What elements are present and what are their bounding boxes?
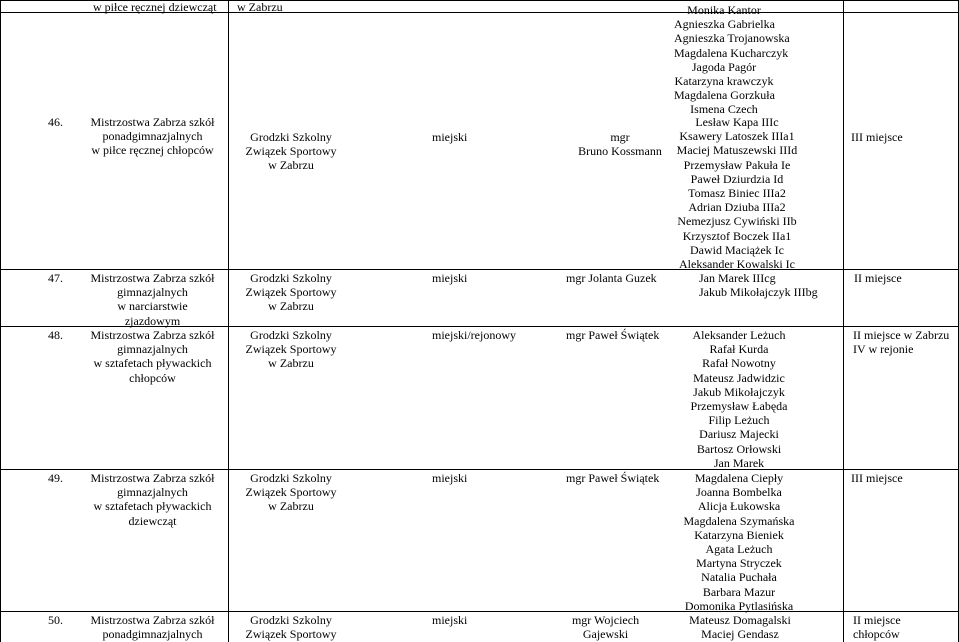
athlete-name: Mateusz Jadwidzic: [693, 370, 785, 385]
athlete-name: Maciej Gendasz: [701, 627, 779, 642]
athlete-name: Rafał Nowotny: [702, 356, 776, 371]
event-name: [80, 471, 225, 528]
result-line: II miejsce: [854, 271, 902, 285]
event-line: Mistrzostwa Zabrza szkół: [90, 613, 215, 627]
athlete-name: Przemysław Pakuła Ie: [683, 157, 791, 172]
athlete-name: Filip Leżuch: [708, 413, 770, 428]
athlete-name: Jan Marek: [713, 455, 765, 470]
coach: [566, 471, 659, 485]
organizer-line: w Zabrzu: [268, 499, 314, 514]
athlete-name: Jakub Mikołajczyk: [693, 384, 785, 399]
organizer: [231, 130, 351, 173]
athlete-name: Katarzyna krawczyk: [674, 74, 774, 89]
level: miejski: [432, 130, 468, 144]
organizer-line: Związek Sportowy: [245, 627, 337, 642]
organizer: [231, 271, 351, 314]
coach: [560, 130, 680, 158]
row-divider: [0, 611, 959, 612]
event-line: zjazdowym: [124, 313, 181, 328]
athlete-name: Joanna Bombelka: [696, 485, 782, 500]
row-number: 50.: [48, 613, 63, 627]
athlete-list: [672, 115, 802, 271]
event-line: chłopców: [129, 370, 176, 385]
level: miejski: [432, 613, 468, 627]
athlete-name: Katarzyna Bieniek: [694, 527, 784, 542]
level: miejski: [432, 271, 468, 285]
athlete-name: Przemysław Łabęda: [690, 399, 788, 414]
coach-line: Gajewski: [582, 627, 629, 642]
coach-line: mgr Jolanta Guzek: [566, 271, 657, 285]
column-divider: [843, 0, 844, 642]
athlete-name: Monika Kantor: [687, 3, 761, 17]
event-line: dziewcząt: [128, 513, 177, 528]
athlete-name: Barbara Mazur: [702, 584, 776, 599]
event-line: Mistrzostwa Zabrza szkół: [90, 115, 215, 129]
result-line: III miejsce: [851, 471, 903, 485]
row-number: 47.: [48, 271, 63, 285]
organizer-line: Grodzki Szkolny: [250, 471, 332, 485]
column-divider: [228, 0, 229, 642]
event-line: w sztafetach pływackich: [93, 356, 212, 371]
organizer-line: w Zabrzu: [268, 299, 314, 314]
organizer-line: Grodzki Szkolny: [250, 130, 332, 144]
organizer: [231, 328, 351, 371]
athlete-name: Jagoda Pagór: [691, 59, 757, 74]
event-line: ponadgimnazjalnych: [102, 129, 203, 144]
athlete-name: Jan Marek IIIcg: [699, 271, 776, 285]
organizer-line: Związek Sportowy: [245, 285, 337, 300]
athlete-name: Alicja Łukowska: [697, 499, 781, 514]
athlete-name: Agata Leżuch: [705, 542, 773, 557]
athlete-list: [674, 471, 804, 613]
event-name: [80, 328, 225, 385]
event-line: Mistrzostwa Zabrza szkół: [90, 271, 215, 285]
athlete-name: Adrian Dziuba IIIa2: [688, 200, 786, 215]
athlete-name: Aleksander Kowalski Ic: [679, 257, 795, 272]
coach: [563, 613, 648, 641]
top-event: w piłce ręcznej dziewcząt: [93, 0, 217, 14]
athlete-name: Paweł Dziurdzia Id: [690, 171, 784, 186]
column-divider: [0, 0, 1, 642]
row-divider: [0, 269, 959, 270]
result-line: II miejsce: [853, 613, 901, 627]
result: [853, 328, 949, 356]
level: miejski/rejonowy: [432, 328, 516, 342]
result-line: IV w rejonie: [853, 342, 914, 357]
athlete-name: Tomasz Biniec IIIa2: [688, 186, 786, 201]
athlete-name: Rafał Kurda: [709, 342, 769, 357]
result-line: II miejsce w Zabrzu: [853, 328, 950, 342]
level: miejski: [432, 471, 468, 485]
coach-line: mgr Wojciech: [571, 613, 640, 627]
organizer-line: Związek Sportowy: [245, 342, 337, 357]
event-line: gimnazjalnych: [117, 485, 188, 500]
row-number: 48.: [48, 328, 63, 342]
athlete-name: Bartosz Orłowski: [696, 441, 782, 456]
event-line: ponadgimnazjalnych: [102, 627, 203, 642]
athlete-name: Maciej Matuszewski IIId: [676, 143, 798, 158]
athlete-name: Lesław Kapa IIIc: [695, 115, 779, 129]
athlete-name: Agnieszka Trojanowska: [674, 31, 790, 46]
organizer: [231, 471, 351, 514]
event-line: w narciarstwie: [117, 299, 188, 314]
row-divider: [0, 469, 959, 470]
result: [851, 471, 903, 485]
athlete-name: Aleksander Leżuch: [692, 328, 786, 342]
athlete-name: Magdalena Ciepły: [694, 471, 784, 485]
athlete-list: [680, 613, 800, 641]
athlete-name: Krzysztof Boczek IIa1: [682, 228, 792, 243]
result: [851, 130, 903, 144]
organizer-line: Związek Sportowy: [245, 144, 337, 159]
coach-line: Bruno Kossmann: [578, 144, 662, 159]
athlete-list: [674, 328, 804, 470]
event-line: Mistrzostwa Zabrza szkół: [90, 328, 215, 342]
event-name: [80, 115, 225, 158]
top-place: w Zabrzu: [237, 0, 283, 14]
event-name: [80, 613, 225, 641]
top-names: [674, 3, 790, 117]
organizer: [231, 613, 351, 641]
event-line: w piłce ręcznej chłopców: [91, 143, 214, 158]
coach-line: mgr Paweł Świątek: [566, 328, 660, 342]
athlete-name: Agnieszka Gabrielka: [674, 17, 775, 32]
athlete-name: Nemezjusz Cywiński IIb: [677, 214, 797, 229]
organizer-line: Grodzki Szkolny: [250, 613, 332, 627]
row-number: 46.: [48, 115, 63, 129]
event-name: [80, 271, 225, 328]
athlete-name: Mateusz Domagalski: [689, 613, 791, 627]
coach: [566, 271, 657, 285]
result-line: III miejsce: [851, 130, 903, 144]
athlete-name: Magdalena Gorzkuła: [674, 88, 775, 103]
event-line: gimnazjalnych: [117, 285, 188, 300]
coach-line: mgr: [610, 130, 630, 144]
athlete-list: [699, 271, 818, 299]
athlete-name: Dawid Maciążek Ic: [690, 242, 784, 257]
result: [854, 271, 902, 285]
athlete-name: Jakub Mikołajczyk IIIbg: [699, 285, 818, 300]
coach-line: mgr Paweł Świątek: [566, 471, 660, 485]
result-line: chłopców: [853, 627, 900, 642]
event-line: w sztafetach pływackich: [93, 499, 212, 514]
row-number: 49.: [48, 471, 63, 485]
organizer-line: Związek Sportowy: [245, 485, 337, 500]
event-line: Mistrzostwa Zabrza szkół: [90, 471, 215, 485]
organizer-line: w Zabrzu: [268, 356, 314, 371]
organizer-line: Grodzki Szkolny: [250, 328, 332, 342]
athlete-name: Domonika Pytlasińska: [684, 598, 794, 613]
organizer-line: w Zabrzu: [268, 158, 314, 173]
athlete-name: Dariusz Majecki: [699, 427, 779, 442]
athlete-name: Ismena Czech: [690, 102, 758, 117]
athlete-name: Natalia Puchała: [701, 570, 777, 585]
athlete-name: Ksawery Latoszek IIIa1: [679, 129, 795, 144]
athlete-name: Magdalena Szymańska: [683, 513, 795, 528]
result: [853, 613, 901, 641]
coach: [566, 328, 659, 342]
athlete-name: Martyna Stryczek: [696, 556, 782, 571]
event-line: gimnazjalnych: [117, 342, 188, 357]
organizer-line: Grodzki Szkolny: [250, 271, 332, 285]
athlete-name: Magdalena Kucharczyk: [674, 45, 789, 60]
